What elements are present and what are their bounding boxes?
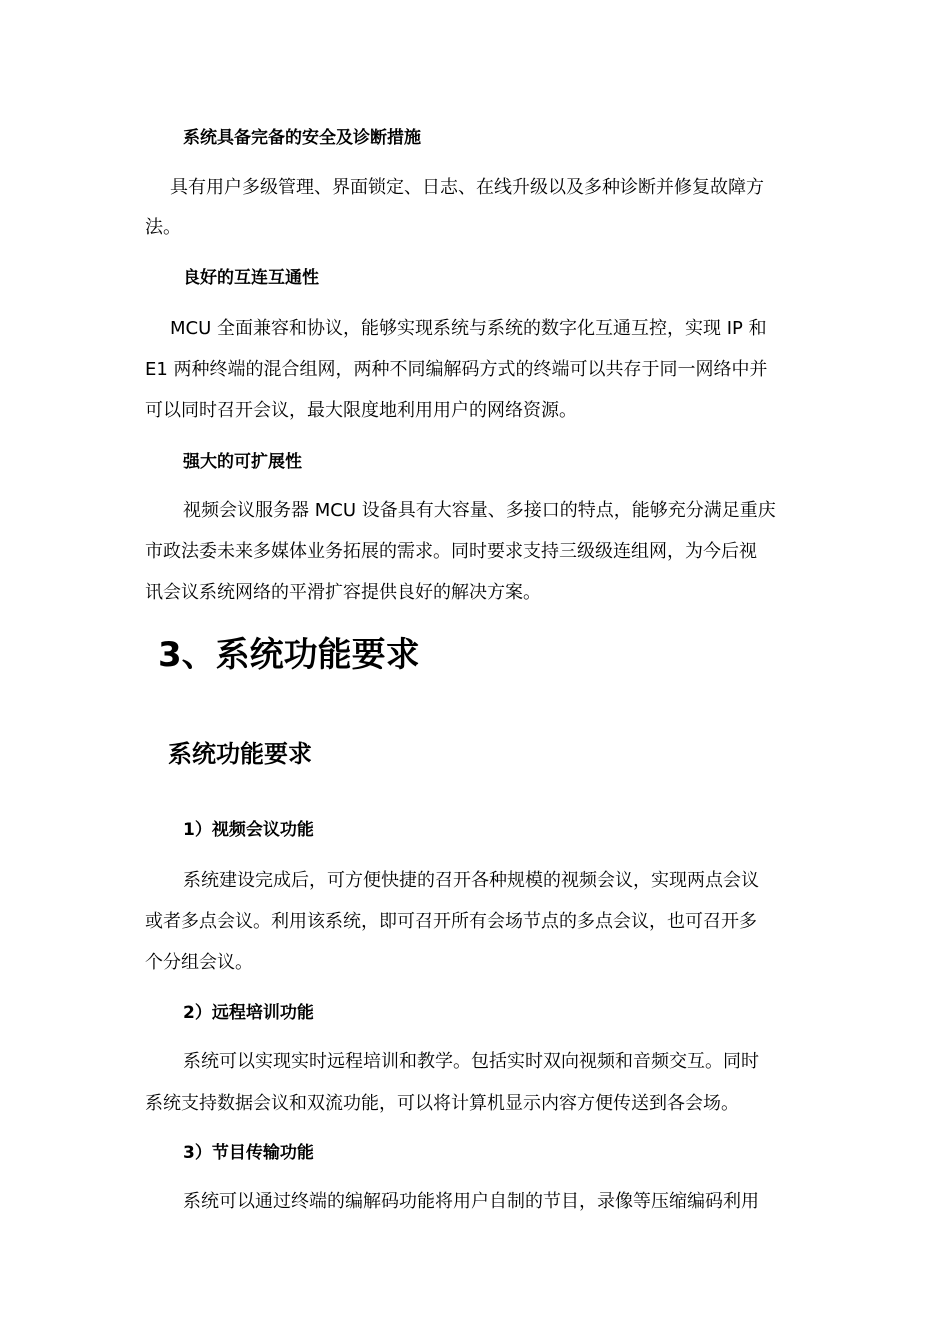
item2-paragraph-line-1: 系统可以实现实时远程培训和教学。包括实时双向视频和音频交互。同时 — [183, 1051, 759, 1072]
item1-heading: 1）视频会议功能 — [183, 820, 314, 840]
item3-paragraph-line-1: 系统可以通过终端的编解码功能将用户自制的节目，录像等压缩编码利用 — [183, 1191, 759, 1212]
interop-paragraph-line-2: E1 两种终端的混合组网，两种不同编解码方式的终端可以共存于同一网络中并 — [145, 359, 768, 380]
item1-paragraph-line-1: 系统建设完成后，可方便快捷的召开各种规模的视频会议，实现两点会议 — [183, 870, 759, 891]
expand-paragraph-line-2: 市政法委未来多媒体业务拓展的需求。同时要求支持三级级连组网，为今后视 — [145, 541, 757, 562]
security-paragraph-line-1: 具有用户多级管理、界面锁定、日志、在线升级以及多种诊断并修复故障方 — [170, 177, 764, 198]
expand-paragraph-line-1: 视频会议服务器 MCU 设备具有大容量、多接口的特点，能够充分满足重庆 — [183, 500, 776, 521]
chapter-title: 3、系统功能要求 — [158, 635, 420, 675]
item3-heading: 3）节目传输功能 — [183, 1143, 314, 1163]
security-paragraph-line-2: 法。 — [145, 217, 181, 238]
expand-heading: 强大的可扩展性 — [183, 452, 302, 472]
item1-paragraph-line-2: 或者多点会议。利用该系统，即可召开所有会场节点的多点会议，也可召开多 — [145, 911, 757, 932]
item1-paragraph-line-3: 个分组会议。 — [145, 952, 253, 973]
section-title: 系统功能要求 — [168, 740, 312, 768]
expand-paragraph-line-3: 讯会议系统网络的平滑扩容提供良好的解决方案。 — [145, 582, 541, 603]
item2-paragraph-line-2: 系统支持数据会议和双流功能，可以将计算机显示内容方便传送到各会场。 — [145, 1093, 739, 1114]
security-heading: 系统具备完备的安全及诊断措施 — [183, 128, 421, 148]
interop-paragraph-line-3: 可以同时召开会议，最大限度地利用用户的网络资源。 — [145, 400, 577, 421]
interop-heading: 良好的互连互通性 — [183, 268, 319, 288]
item2-heading: 2）远程培训功能 — [183, 1003, 314, 1023]
interop-paragraph-line-1: MCU 全面兼容和协议，能够实现系统与系统的数字化互通互控，实现 IP 和 — [170, 318, 767, 339]
